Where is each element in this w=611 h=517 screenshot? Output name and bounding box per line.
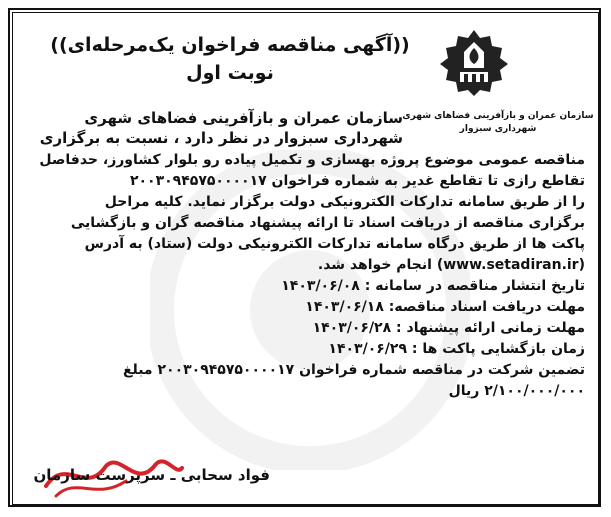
publish-date-line: تاریخ انتشار مناقصه در سامانه : ۱۴۰۳/۰۶/۰۸ <box>281 278 585 294</box>
body-line-7: پاکت ها از طریق درگاه سامانه تدارکات الکترونیکی دولت (ستاد) به آدرس <box>84 236 585 252</box>
opening-date-line: زمان بازگشایی پاکت ها : ۱۴۰۳/۰۶/۲۹ <box>328 341 585 357</box>
signatory-name: فواد سحابی ـ سرپرست سازمان <box>33 466 270 484</box>
body-line-6: برگزاری مناقصه از دریافت اسناد تا ارائه پیشنهاد مناقصه گران و بازگشایی <box>70 215 585 231</box>
guarantee-amount-line: ۲/۱۰۰/۰۰۰/۰۰۰ ریال <box>448 383 585 399</box>
notice-title: ((آگهی مناقصه فراخوان یک‌مرحله‌ای)) <box>50 34 410 56</box>
organization-name <box>398 110 598 136</box>
org-name-line2: شهرداری سبزوار <box>459 124 537 134</box>
body-line-8: (www.setadiran.ir) انجام خواهد شد. <box>317 257 585 273</box>
body-line-2: شهرداری سبزوار در نظر دارد ، نسبت به برگزاری <box>39 129 403 147</box>
body-line-1: سازمان عمران و بازآفرینی فضاهای شهری <box>84 109 403 127</box>
guarantee-line: تضمین شرکت در مناقصه شماره فراخوان ۲۰۰۳۰۹۴۵۷۵۰۰۰۰۱۷ مبلغ <box>122 362 585 378</box>
municipality-dome-logo-icon <box>436 28 512 96</box>
proposal-deadline-line: مهلت زمانی ارائه پیشنهاد : ۱۴۰۳/۰۶/۲۸ <box>312 320 585 336</box>
body-line-3: مناقصه عمومی موضوع پروژه بهسازی و تکمیل پیاده رو بلوار کشاورز، حدفاصل <box>39 152 585 168</box>
document-deadline-line: مهلت دریافت اسناد مناقصه: ۱۴۰۳/۰۶/۱۸ <box>305 299 585 315</box>
body-line-5: را از طریق سامانه تدارکات الکترونیکی دولت برگزار نماید. کلیه مراحل <box>104 194 585 210</box>
body-line-4: تقاطع رازی تا تقاطع غدیر به شماره فراخوان ۲۰۰۳۰۹۴۵۷۵۰۰۰۰۱۷ <box>129 173 585 189</box>
notice-subtitle: نوبت اول <box>186 62 274 84</box>
org-name-line1: سازمان عمران و بازآفرینی فضاهای شهری <box>402 111 594 121</box>
